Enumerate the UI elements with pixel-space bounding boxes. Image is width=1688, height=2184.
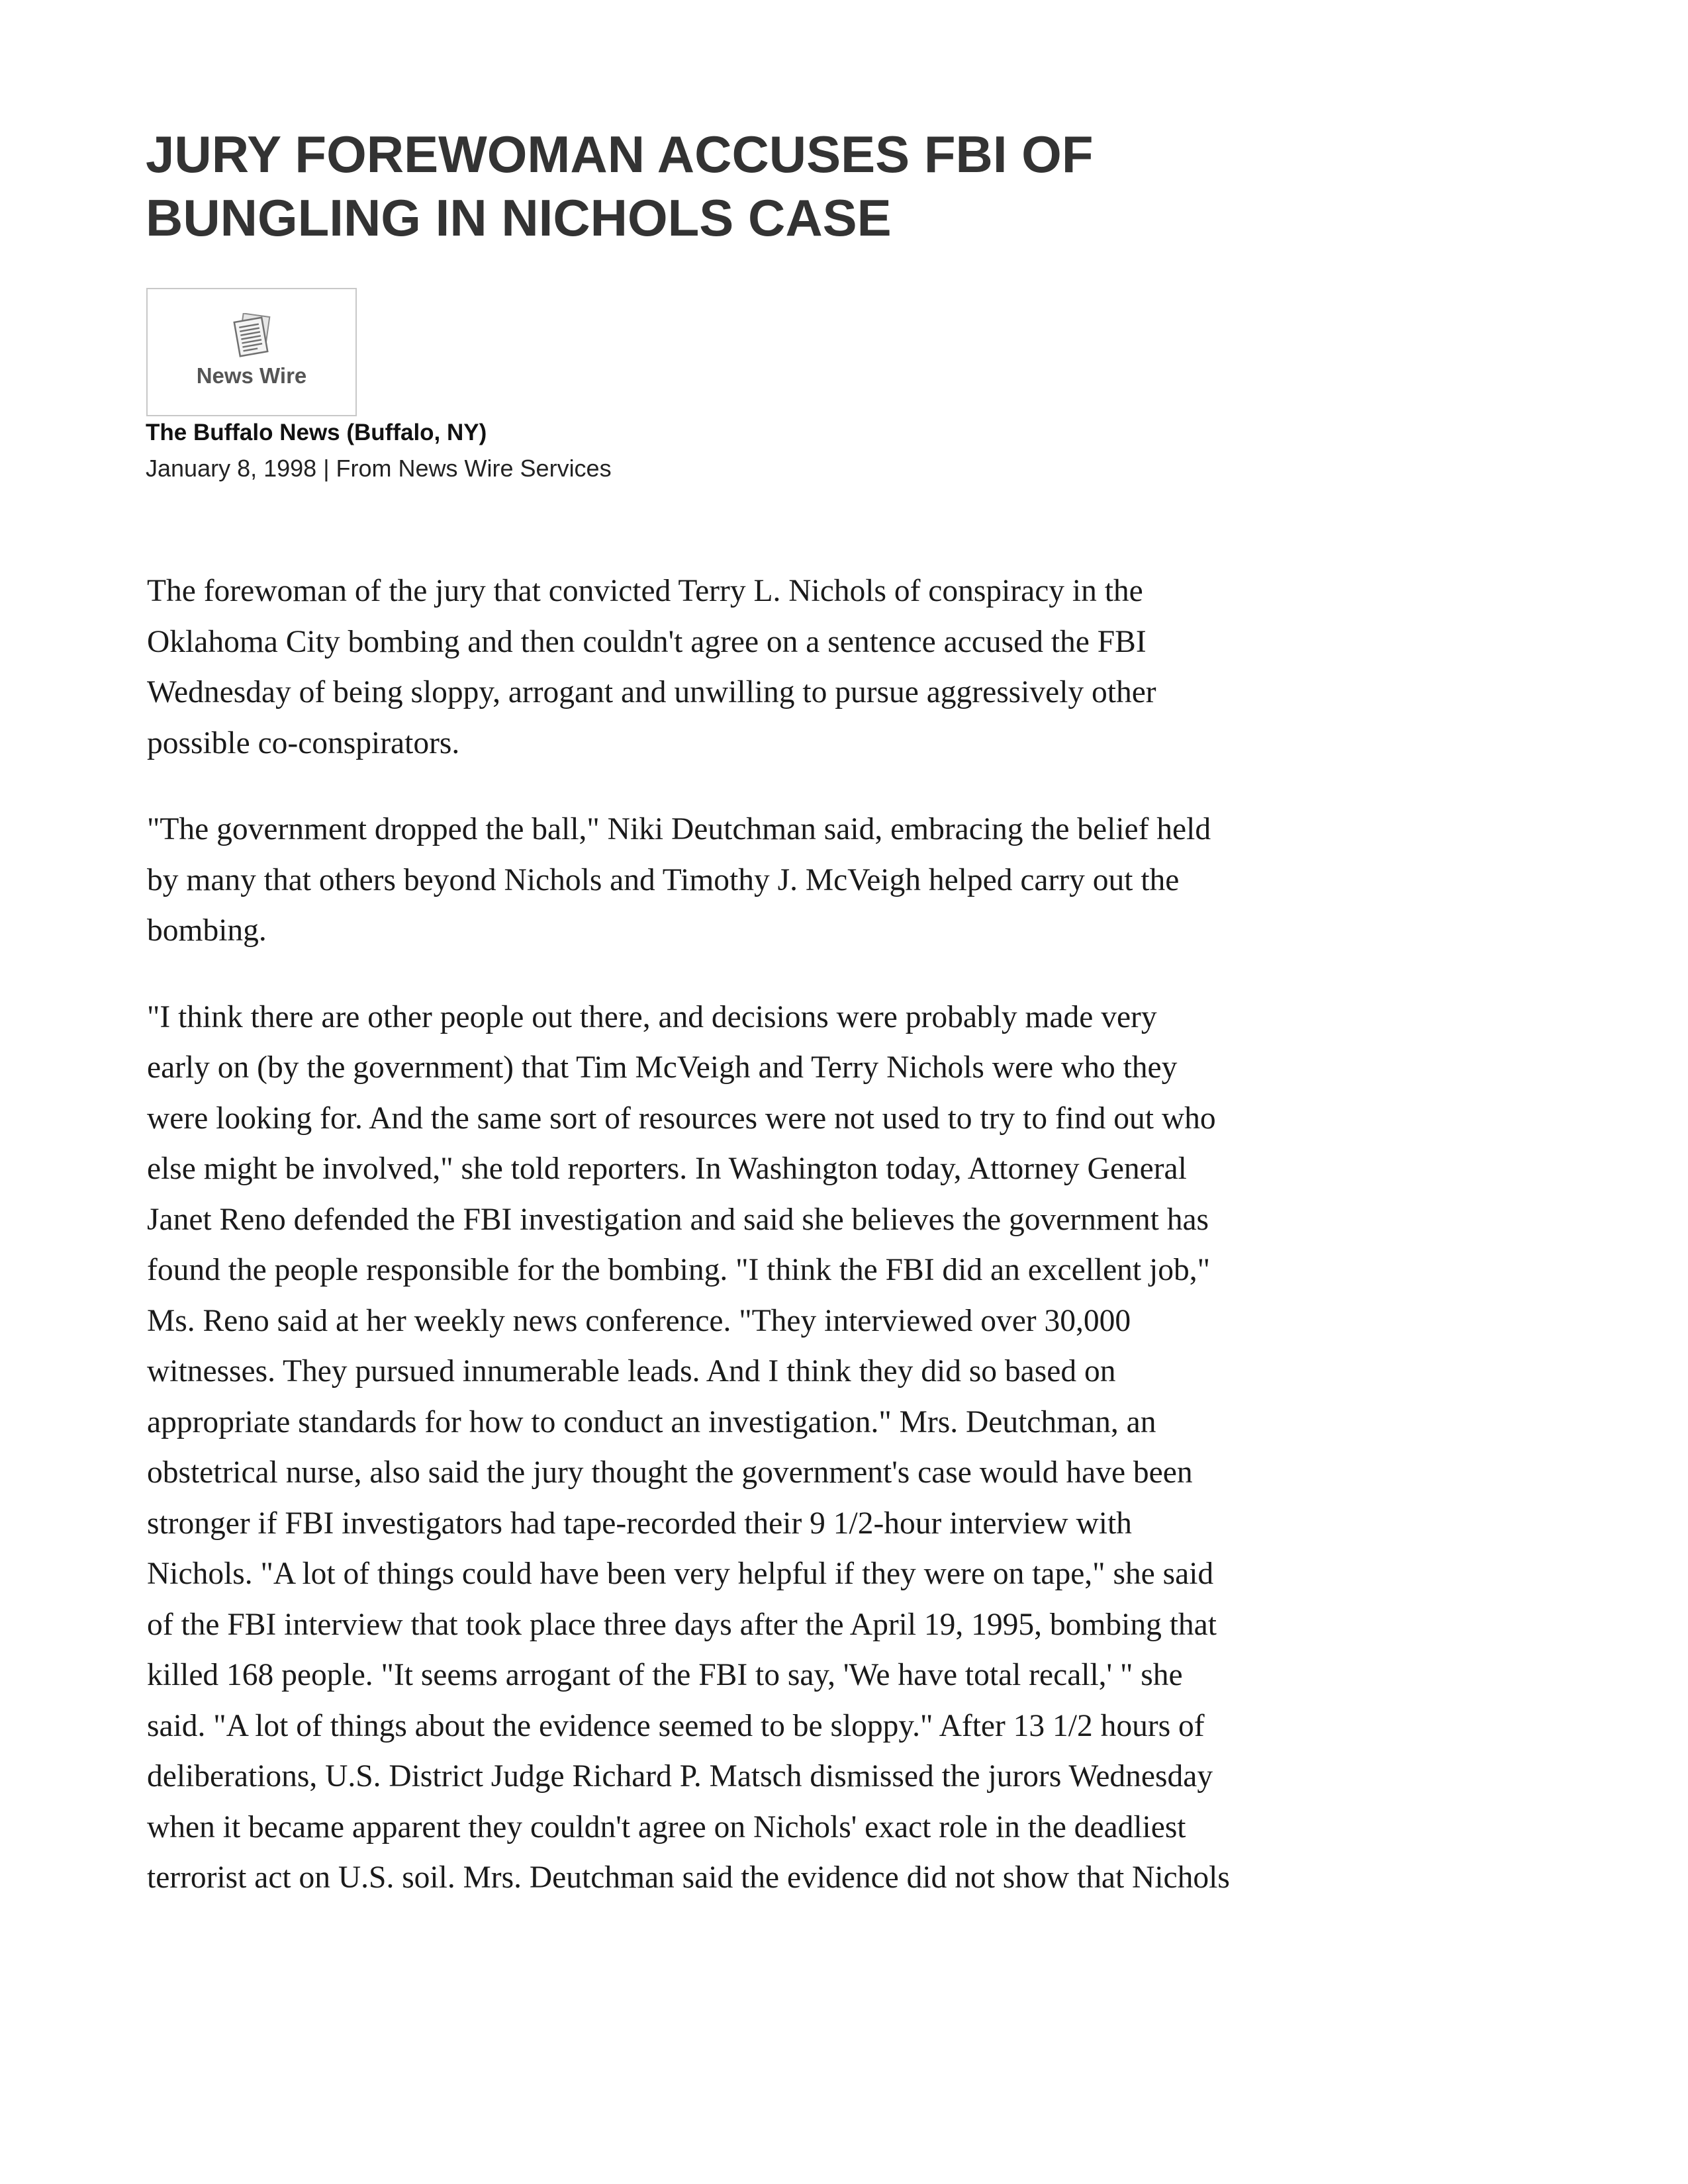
text-line: terrorist act on U.S. soil. Mrs. Deutchman said the evidence did not show that Nichols [147, 1860, 1230, 1895]
text-line: of the FBI interview that took place three days after the April 19, 1995, bombing that [147, 1607, 1217, 1642]
text-line: early on (by the government) that Tim McVeigh and Terry Nichols were who they [147, 1050, 1178, 1085]
text-line: The forewoman of the jury that convicted Terry L. Nichols of conspiracy in the [147, 574, 1143, 608]
article-headline [146, 122, 1403, 250]
logo-label: News Wire [196, 363, 307, 388]
text-line: appropriate standards for how to conduct an investigation." Mrs. Deutchman, an [147, 1404, 1156, 1439]
text-line: "The government dropped the ball," Niki Deutchman said, embracing the belief held [147, 812, 1211, 846]
newspaper-icon [232, 313, 273, 358]
publication-source: The Buffalo News (Buffalo, NY) [146, 420, 487, 445]
text-line: when it became apparent they couldn't agree on Nichols' exact role in the deadliest [147, 1809, 1186, 1844]
article-paragraph [147, 566, 1444, 768]
text-line: Nichols. "A lot of things could have been very helpful if they were on tape," she said [147, 1557, 1214, 1591]
article-body [147, 566, 1444, 1939]
text-line: found the people responsible for the bombing. "I think the FBI did an excellent job," [147, 1253, 1210, 1287]
text-line: deliberations, U.S. District Judge Richard P. Matsch dismissed the jurors Wednesday [147, 1759, 1213, 1794]
text-line: "I think there are other people out there, and decisions were probably made very [147, 999, 1157, 1034]
article-dateline: January 8, 1998 | From News Wire Services [146, 455, 612, 482]
text-line: were looking for. And the same sort of resources were not used to try to find out who [147, 1101, 1216, 1136]
text-line: else might be involved," she told reporters. In Washington today, Attorney General [147, 1152, 1187, 1186]
article-paragraph [147, 992, 1444, 1903]
text-line: Ms. Reno said at her weekly news conference. "They interviewed over 30,000 [147, 1303, 1131, 1338]
headline-line: BUNGLING IN NICHOLS CASE [146, 189, 892, 247]
text-line: possible co-conspirators. [147, 725, 460, 760]
text-line: Wednesday of being sloppy, arrogant and unwilling to pursue aggressively other [147, 675, 1156, 709]
article-paragraph [147, 804, 1444, 956]
text-line: Oklahoma City bombing and then couldn't agree on a sentence accused the FBI [147, 624, 1147, 659]
news-wire-logo [146, 288, 357, 416]
text-line: witnesses. They pursued innumerable leads. And I think they did so based on [147, 1354, 1116, 1388]
headline-line: JURY FOREWOMAN ACCUSES FBI OF [146, 125, 1094, 183]
text-line: stronger if FBI investigators had tape-recorded their 9 1/2-hour interview with [147, 1506, 1132, 1541]
text-line: said. "A lot of things about the evidence seemed to be sloppy." After 13 1/2 hours of [147, 1708, 1205, 1743]
text-line: by many that others beyond Nichols and Timothy J. McVeigh helped carry out the [147, 862, 1180, 897]
text-line: killed 168 people. "It seems arrogant of the FBI to say, 'We have total recall,' " she [147, 1658, 1183, 1692]
text-line: bombing. [147, 913, 267, 948]
text-line: obstetrical nurse, also said the jury thought the government's case would have been [147, 1455, 1193, 1490]
text-line: Janet Reno defended the FBI investigation and said she believes the government has [147, 1202, 1209, 1237]
